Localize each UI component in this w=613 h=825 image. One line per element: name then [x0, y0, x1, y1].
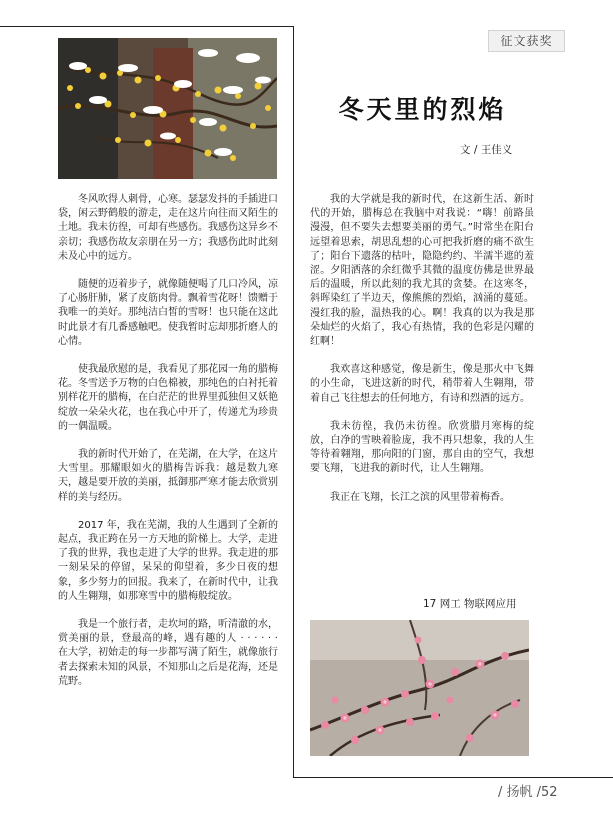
paragraph: 我是一个旅行者，走坎坷的路，听清澈的水，赏美丽的景，登最高的峰，遇有趣的人 · · · · · · 在大学，初始走的每一步都写满了陌生，就像旅行者去探索未知的风景，不知那山之后是花海，还是荒野。 [58, 619, 278, 687]
column-divider-rule [293, 26, 294, 778]
article-title: 冬天里的烈焰 [338, 95, 507, 124]
paragraph: 我欢喜这种感觉，像是新生，像是那火中飞舞的小生命，飞进这新的时代，稍带着人生翱翔，带着自己飞往想去的任何地方，有诗和烈酒的远方。 [310, 364, 534, 404]
author-byline: 文 / 王佳义 [460, 144, 513, 156]
left-column [58, 193, 278, 703]
paragraph: 2017 年，我在芜湖，我的人生遇到了全新的起点，我正跨在另一方天地的阶梯上。大学，走进了我的世界，我也走进了大学的世界。我走进的那一刻呆呆的停留，呆呆的仰望着，多少日夜的想象，多少努力的回报。我来了，在新时代中，让我的人生翱翔，如那寒雪中的腊梅般绽放。 [58, 519, 278, 602]
paragraph: 我的大学就是我的新时代，在这新生活、新时代的开始，腊梅总在我脑中对我说：“嗨！前路虽漫漫，但不要失去想要美丽的勇气。”时常坐在阳台远望着思索，胡思乱想的心可把我折磨的痛不欲生了；阳台下遗落的枯叶，隐隐约约、半濡半遮的羞涩。夕阳洒落的余红微乎其微的温度仿佛是世界最后的温暖，所以此刻的我尤其的贪婪。在这寒冬，斜晖染红了半边天，像熊熊的烈焰，汹涌的蔓延。漫红我的脸，温热我的心。啊！我真的以为我是那朵灿烂的火焰了，我心有热情，我的色彩是闪耀的红啊！ [310, 194, 534, 348]
paragraph: 我未彷徨，我仍未彷徨。欣赏腊月寒梅的绽放，白净的雪映着脸庞，我不再只想象，我的人生等待着翱翔，那向阳的门窗，那自由的空气，我想要飞翔，飞进我的新时代，让人生翱翔。 [310, 420, 534, 475]
paragraph: 使我最欣慰的是，我看见了那花园一角的腊梅花。冬雪送予万物的白色棉被，那纯色的白衬托着别样花开的腊梅，在白茫茫的世界里孤独但又妖艳绽放一朵朵火花，也在我心中开了，传递尤为珍贵的一偶温暖。 [58, 364, 278, 432]
frame-bottom-rule [293, 777, 613, 778]
plum-blossom-photo [310, 620, 529, 756]
section-tag: 征文获奖 [488, 30, 565, 52]
author-affiliation: 17 网工 物联网应用 [423, 598, 517, 610]
frame-top-rule [0, 26, 293, 27]
paragraph: 我正在飞翔，长江之滨的风里带着梅香。 [330, 491, 510, 503]
page-footer: / 扬帆 /52 [498, 785, 558, 800]
right-column [310, 193, 534, 519]
paragraph: 随便的迈着步子，就像随便喝了几口冷风，凉了心肠肝肺，紧了皮筋肉骨。飘着雪花呀！馈赠于我唯一的美好。那纯洁白皙的雪呀！也只能在这此时此景才有几番感触吧。使我暂时忘却那折磨人的心情。 [58, 279, 278, 347]
paragraph: 我的新时代开始了，在芜湖，在大学，在这片大雪里。那耀眼如火的腊梅告诉我：越是数九寒天，越是要开放的美丽，抵御那严寒才能去欣赏别样的美与经历。 [58, 449, 278, 503]
wintersweet-snow-photo [58, 38, 277, 179]
paragraph: 冬风吹得人刺骨，心寒。瑟瑟发抖的手插进口袋，闲云野鹤般的游走，走在这片向往而又陌生的土地。我未彷徨，可却有些感伤。我感伤这异乡不亲切；我感伤故友亲朋在另一方；我感伤此时此刻未及心中的远方。 [58, 194, 278, 262]
